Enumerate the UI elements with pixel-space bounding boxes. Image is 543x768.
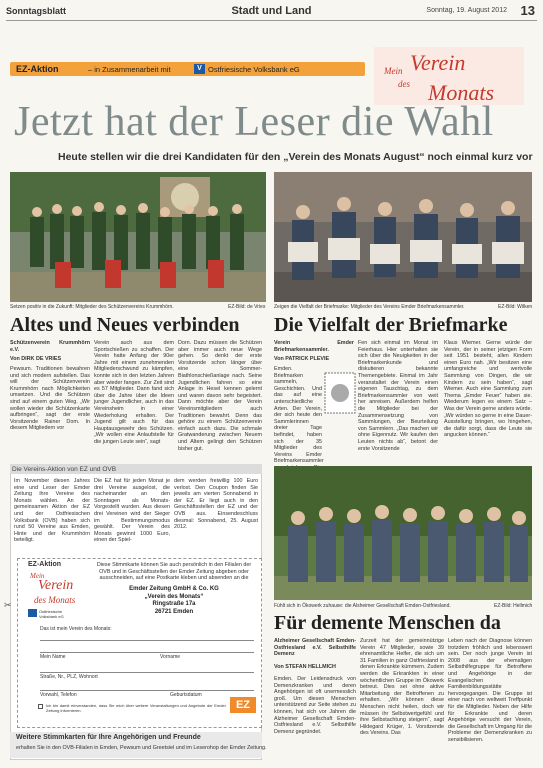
coupon-instructions: Diese Stimmkarte können Sie auch persönlich in den Filialen der OVB und in Geschäftsstellen der Emder Zeitung abgeben oder ausschneiden, auf eine Postkarte kleben und absenden an die bbox=[96, 562, 252, 582]
photo-briefmarkensammler bbox=[274, 172, 532, 302]
address-line: „Verein des Monats“ bbox=[144, 593, 204, 600]
article2-col3: Klaus Wiemer. Gerne würde der Verein, der in seiner jetzigen Form seit 1951 besteht, allen Kindern einen Euro nah. „Wir besitzen eine umfangreiche und wertvolle Sammlung von Dingen, die wir Kindern zu sein haben“, sagt Wiemer. Auch eine Sammlung zum Thema „Emder Feuer“ haben sie. Wiederum legen es einem Satz – Was der Verein gerne anders würde. „Wir würden so gerne in eine Dauer-Ausstellung bringen, wo hingehen, die dafür sorgt, dass die Leute sie angucken können.“ bbox=[444, 340, 532, 439]
coupon-brand-verein: Verein bbox=[38, 578, 74, 593]
header-rule bbox=[6, 20, 537, 21]
article3-col2: Zurzeit hat der gemeinnützige Verein 47 Mitglieder, sowie 39 ehrenamtliche Helfer, die sich um 31 Familien in ganz Ostfriesland in denen Erkrankte kümmern. Zudem werden die Erkrankten in einer wöchentlichen Gruppe im Ökowerk betreut. Dies sei ohne aktive Mitarbeitung der Betroffenen zu erhalten. „Wir können diese Menschen nicht heilen, doch wir müssen ihr Selbstwertgefühl und ihre Selbstachtung steigern“, sagt Hildegard Krüger, 1. Vorsitzende des Vereins. Das bbox=[360, 638, 444, 737]
page-number: 13 bbox=[520, 3, 535, 18]
article1-col1: Pewsum. Traditionen bewahren und sich modern aufstellen. Das will der Schützenverein Krummhörn nach Möglichkeiten umsetzen. Und die Schützen sind auf einem guten Weg. „Wir wollen wieder die Schützenkarte aufbringen“, sagt der erste Vorsitzende Rainer Dom. In diesem Mitgliedern vor bbox=[10, 366, 90, 432]
volksbank-logo: V bbox=[194, 64, 205, 74]
coupon-address bbox=[92, 586, 256, 616]
banner-bank-name: Ostfriesische Volksbank eG bbox=[208, 65, 300, 74]
section-label: Sonntagsblatt bbox=[6, 6, 66, 16]
banner-subtitle: – in Zusammenarbeit mit bbox=[88, 65, 171, 74]
page-section-title: Stadt und Land bbox=[231, 5, 312, 17]
banner-title: EZ-Aktion bbox=[16, 64, 59, 74]
photo2-caption: Zeigen die Vielfalt der Briefmarke: Mitglieder des Vereins Emder Briefmarkensammler. bbox=[274, 304, 465, 310]
article1-lead: Schützenverein Krummhörn e.V. bbox=[10, 340, 90, 353]
coupon-bank: Ostfriesische Volksbank eG bbox=[39, 609, 64, 619]
logo-word-verein: Verein bbox=[410, 50, 466, 75]
footer-line2: erhalten Sie in den OVB-Filialen in Emden, Pewsum und Greetsiel und im Leserohop der Emder Zeitung. bbox=[16, 745, 267, 751]
photo-alzheimer-gesellschaft bbox=[274, 466, 532, 600]
coupon-bank-icon bbox=[28, 609, 37, 617]
article2-lead: Verein Emder Briefmarkensammler. bbox=[274, 340, 354, 353]
article3-author: Von STEFAN HELLMICH bbox=[274, 664, 336, 670]
article3-col1: Emden. Der Leidensdruck von Demenzkranken und deren Angehörigen ist oft unermesslich groß. Um diesen Menschen unterstützend zur Seite stehen zu können, hat sich vor Jahren die Alzheimer Gesellschaft Emden-Ostfriesland e.V. Selbsthilfe Demenz gegründet. bbox=[274, 676, 356, 735]
scissors-icon: ✂ bbox=[4, 600, 12, 610]
photo2-credit: EZ-Bild: Wilken bbox=[498, 304, 533, 310]
article2-author: Von PATRICK PLEVIE bbox=[274, 356, 330, 362]
consent-checkbox[interactable] bbox=[38, 704, 43, 709]
subheadline: Heute stellen wir die drei Kandidaten für den „Verein des Monats August“ noch einmal kurz vor bbox=[58, 151, 533, 163]
main-headline: Jetzt hat der Leser die Wahl bbox=[14, 99, 494, 145]
coupon-brand-monats: des Monats bbox=[34, 595, 76, 605]
article1-author: Von DIRK DE VRIES bbox=[10, 356, 62, 362]
firstname-field-label: Vorname bbox=[160, 654, 181, 660]
footer-line1: Weitere Stimmkarten für Ihre Angehörigen und Freunde bbox=[16, 734, 201, 741]
vote-field[interactable] bbox=[40, 640, 254, 641]
article1-col3: Dorn. Dazu müssen die Schützen aber immer auch neue Wege gehen. So denkt der erste Vorsitzende schon länger über eine Sommer-Biathlonschießanlage nach. Seine Jugendlichen fahren so eine Anlage in Hesel kennen gelernt und waren davon sehr begeistert. Dann möchte aber der Verein Vereinsmitgliedern auch Traditionen bewahrt. Denn das gehöre zu einem Schützenverein einfach auch dazu. Die schmale Gratwanderung zwischen Neuem und Altem gelingt den Schützen bisher gut. bbox=[178, 340, 262, 452]
name-field-label: Mein Name bbox=[40, 654, 66, 660]
article2-col2: Fen sich einmal im Monat im Feierhaus. Hier unterhalten sie sich über die Neuigkeiten in der Briefmarkenkunde und diskutieren bekannte Themengebiete. Einmal im Jahr veranstaltet der Verein einen eigenen Tauschtag, zu dem Briefmarkensammler von weit her anreisen. Außerdem helfen die Mitglieder bei der Zusammensetzung von Sammlungen, der Beurteilung von Sammlern. „Das machen wir ohne Eigennutz. Wir kaufen den Leuten nichts ab“, betont der erste Vorsitzende bbox=[358, 340, 438, 452]
photo3-credit: EZ-Bild: Hellmich bbox=[494, 603, 533, 609]
article3-lead: Alzheimer Gesellschaft Emden-Ostfriesland e.V. Selbsthilfe Demenz bbox=[274, 638, 356, 658]
address-line: Ringstraße 17a bbox=[152, 601, 196, 607]
name-field[interactable] bbox=[40, 652, 254, 653]
ez-logo: EZ bbox=[230, 697, 256, 713]
photo1-credit: EZ-Bild: de Vries bbox=[228, 304, 266, 310]
phone-field[interactable] bbox=[40, 690, 254, 691]
logo-word-mein: Mein bbox=[384, 66, 403, 76]
photo3-caption: Fühlt sich in Ökowerk zuhause: die Alsheimer Gesellschaft Emden-Ostfriesland. bbox=[274, 603, 451, 609]
logo-word-monats: Monats bbox=[428, 80, 494, 105]
article3-col3: Leben nach der Diagnose können trotzdem fröhlich und lebenswert sein. Der noch junge Verein ist 2008 aus der ehemaligen Selbsthilfegruppe für Betroffene und Angehörige in der Evangelischen Familienbildungsstätte hervorgegangen. Die Gruppe ist einer nach von weltweit Treffpunkt für die Mitglieder. Neben der Hilfe für Erkrankte und deren Angehörige versucht der Verein, die Gesellschaft im Umgang für die Probleme der Demenzkranken zu sensibilisieren. bbox=[448, 638, 532, 743]
vote-field-label: Das ist mein Verein des Monats: bbox=[40, 626, 112, 632]
photo-schuetzenverein bbox=[10, 172, 266, 302]
street-field[interactable] bbox=[40, 672, 254, 673]
issue-date: Sonntag, 19. August 2012 bbox=[426, 7, 507, 14]
box-col1: Im November diesen Jahres eine und Leser der Emder Zeitung ihre Vereine des Monats wählen. An der gemeinsamen Aktion der EZ und der Ostfriesischen Volksbank (OVB) haben sich rund 50 Vereine aus Emden, Hinte und der Krummhörn beteiligt. bbox=[14, 478, 90, 544]
article1-title: Altes und Neues verbinden bbox=[10, 314, 240, 336]
ez-aktion-banner bbox=[10, 62, 365, 76]
stamp-image bbox=[324, 372, 356, 414]
consent-text: Ich bin damit einverstanden, dass Sie mich über weitere Veranstaltungen und Angebote der Emder Zeitung informieren. bbox=[46, 703, 226, 713]
coupon-brand-ez: EZ-Aktion bbox=[28, 561, 62, 568]
street-field-label: Straße, Nr., PLZ, Wohnort bbox=[40, 674, 98, 680]
photo1-caption: Setzen positiv in die Zukunft: Mitglieder des Schützenvereins Krummhörn. bbox=[10, 304, 174, 310]
article1-col2: Verein auch aus dem Sportschießen zu schaffen. Der Verein hatte Anfang der 90er Jahre mit einem zunehmenden Mitgliederschwund zu kämpfen, konnte sich in den letzten Jahren aber wieder fangen. Zur Zeit sind es 57 Mitglieder. Dann fand sich über die Jahre über die Ideen junger Jugendlicher, auch in das Vereinsheim in einer Wiederholung erhalten. Der Jugend gilt auch für das Hauptausgewehr des Schützen. „Wir wollen eine Anlaufstelle für die jungen Leute sein“, sagt bbox=[94, 340, 174, 445]
article2-col1: Emden. Briefmarken sammeln, Geschichten. Und das auf eine unterschiedliche Arten. Der Verein, der sich heute den Sammlerinnen dreier Tage befindet, haben sich der 35 Mitglieder des Vereins Emder Briefmarkensammler bbox=[274, 366, 324, 465]
logo-word-des: des bbox=[398, 79, 410, 89]
box-title: Die Vereins-Aktion von EZ und OVB bbox=[12, 466, 117, 473]
coupon-brand-mein: Mein bbox=[30, 572, 45, 580]
address-line: 26721 Emden bbox=[154, 608, 194, 615]
phone-field-label: Vorwahl, Telefon bbox=[40, 692, 77, 698]
box-col3: dem werden freiwillig 100 Euro verlost. Den Coupon finden Sie jeweils am vierten Sonnabend in der EZ. Er liegt auch in den Geschäftsstellen der EZ und der OVB aus. Einsendeschluss diesmal: Sonnabend, 25. August 2012. bbox=[174, 478, 258, 531]
address-line: Emder Zeitung GmbH & Co. KG bbox=[129, 586, 219, 592]
box-col2: Die EZ hat für jeden Monat je drei Vereine ausgelost, die nacheinander an den Sonntagen als Monats-Vorgestellt wurden. Aus diesen drei Vereinen wird der Sieger im Bestimmungsmodus gewählt. Der Verein des Monats gewinnt 1000 Euro, einen der Spiel- bbox=[94, 478, 170, 544]
article2-title: Die Vielfalt der Briefmarke bbox=[274, 314, 508, 336]
article3-title: Für demente Menschen da bbox=[274, 612, 501, 634]
birthdate-field-label: Geburtsdatum bbox=[170, 692, 202, 698]
